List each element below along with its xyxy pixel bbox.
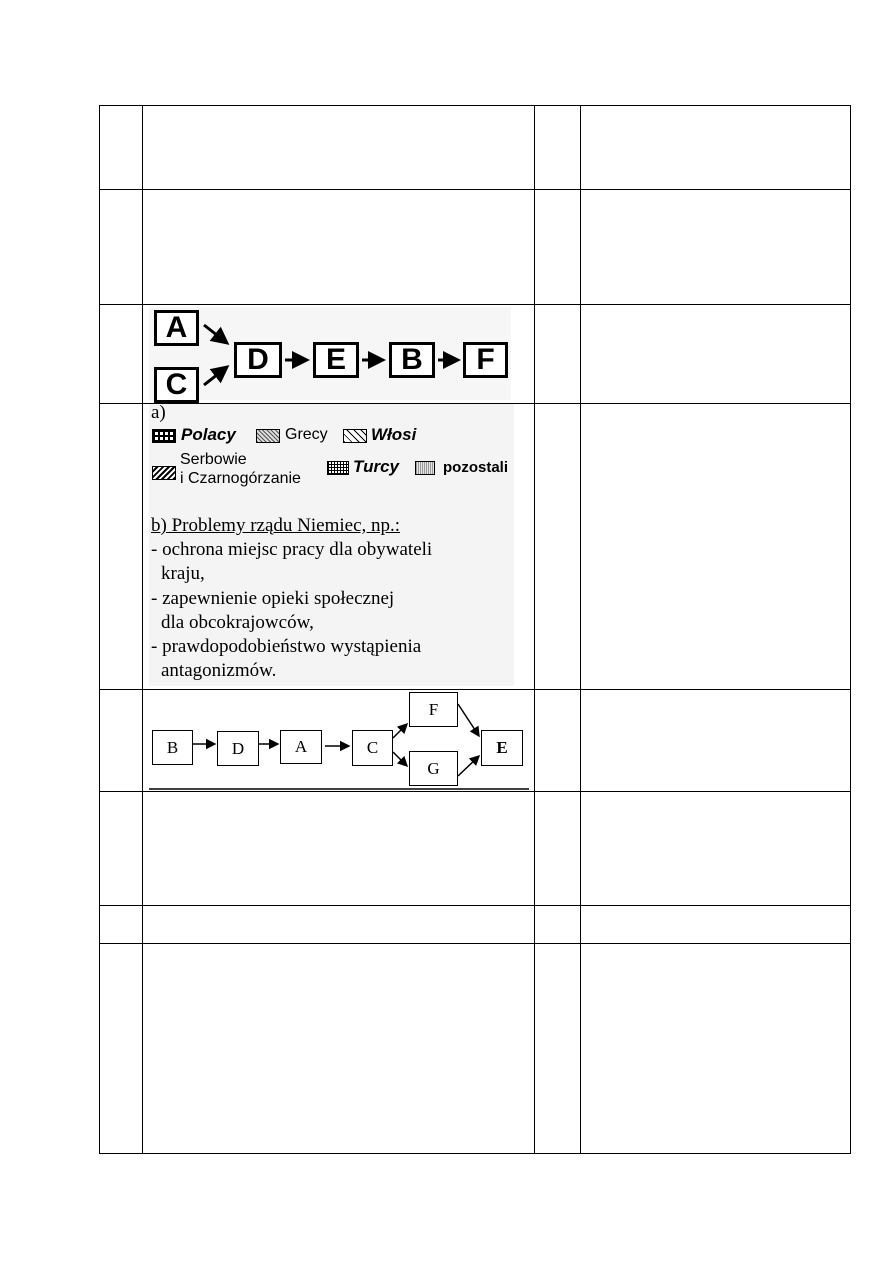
table-row: [100, 106, 851, 190]
flow-arrows-thin: [143, 690, 535, 791]
table-row: [100, 305, 851, 404]
task-number-cell: [100, 906, 143, 944]
task-number-cell: [100, 404, 143, 690]
answer-table: [99, 105, 851, 1154]
task-number-cell: [100, 305, 143, 404]
table-row: [100, 404, 851, 690]
task-number-cell: [100, 944, 143, 1154]
notes-cell: [581, 690, 851, 792]
points-cell: [535, 106, 581, 190]
notes-cell: [581, 305, 851, 404]
task-number-cell: [100, 690, 143, 792]
flow-box-f: F: [463, 342, 508, 378]
notes-cell: [581, 944, 851, 1154]
answer-cell: [143, 106, 535, 190]
table-row: [100, 944, 851, 1154]
notes-cell: [581, 906, 851, 944]
answer-cell: [143, 404, 535, 690]
flow-box-e: E: [481, 730, 523, 766]
list-item: - ochrona miejsc pracy dla obywateli: [151, 539, 433, 560]
points-cell: [535, 305, 581, 404]
flow-box-b: B: [389, 342, 435, 378]
notes-cell: [581, 106, 851, 190]
flow-box-g: G: [409, 751, 458, 786]
notes-cell: [581, 404, 851, 690]
task-number-cell: [100, 190, 143, 305]
list-item: - prawdopodobieństwo wystąpienia: [151, 636, 422, 657]
table-row: [100, 792, 851, 906]
legend-swatch-polacy: [152, 429, 176, 443]
task-number-cell: [100, 106, 143, 190]
flow-diagram-thin: [143, 690, 534, 791]
answer-cell: [143, 305, 535, 404]
table-row: [100, 690, 851, 792]
points-cell: [535, 690, 581, 792]
answer-cell: [143, 690, 535, 792]
legend-swatch-pozostali: [415, 461, 435, 475]
section-b-heading: b) Problemy rządu Niemiec, np.:: [151, 515, 401, 536]
flow-box-c: C: [352, 730, 393, 766]
legend-swatch-grecy: [256, 429, 280, 443]
flow-diagram-bold: [149, 307, 511, 400]
legend-label-serbowie-line2: i Czarnogórzanie: [180, 470, 301, 487]
flow-box-a: A: [154, 310, 199, 346]
points-cell: [535, 190, 581, 305]
answer-cell: [143, 944, 535, 1154]
legend-label-polacy: Polacy: [181, 425, 236, 444]
points-cell: [535, 906, 581, 944]
section-a-marker: a): [151, 402, 166, 423]
flow-box-f: F: [409, 692, 458, 727]
flow-arrows-bold: [149, 307, 511, 403]
flow-box-d: D: [217, 731, 259, 766]
answer-content: [149, 404, 514, 686]
task-number-cell: [100, 792, 143, 906]
flow-box-d: D: [234, 342, 282, 378]
notes-cell: [581, 792, 851, 906]
points-cell: [535, 944, 581, 1154]
legend-label-turcy: Turcy: [353, 457, 399, 476]
flow-box-a: A: [280, 730, 322, 764]
legend-swatch-serbowie: [152, 466, 176, 480]
legend-label-serbowie-line1: Serbowie: [180, 451, 247, 468]
flow-box-c: C: [154, 367, 199, 403]
legend-swatch-wlosi: [343, 429, 367, 443]
legend-label-wlosi: Włosi: [371, 425, 417, 444]
list-item: kraju,: [161, 563, 205, 584]
list-item: dla obcokrajowców,: [161, 612, 314, 633]
answer-cell: [143, 792, 535, 906]
legend-swatch-turcy: [327, 461, 349, 475]
list-item: antagonizmów.: [161, 660, 277, 681]
table-row: [100, 906, 851, 944]
answer-cell: [143, 190, 535, 305]
legend-label-pozostali: pozostali: [443, 459, 509, 476]
points-cell: [535, 404, 581, 690]
flow-box-e: E: [313, 342, 359, 378]
legend-label-grecy: Grecy: [285, 426, 328, 443]
points-cell: [535, 792, 581, 906]
list-item: - zapewnienie opieki społecznej: [151, 588, 395, 609]
table-row: [100, 190, 851, 305]
answer-cell: [143, 906, 535, 944]
notes-cell: [581, 190, 851, 305]
flow-box-b: B: [152, 730, 193, 765]
